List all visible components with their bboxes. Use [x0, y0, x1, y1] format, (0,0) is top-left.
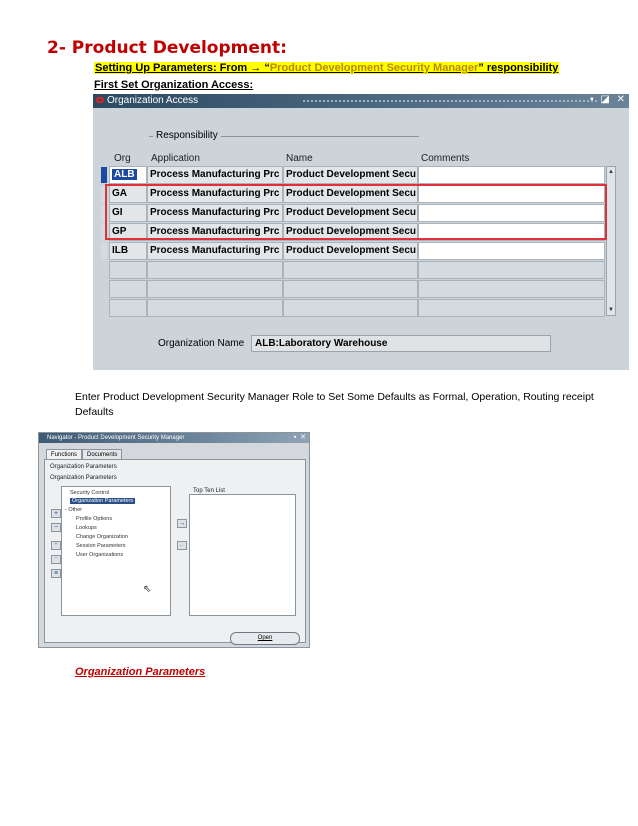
header-name: Name: [286, 153, 313, 164]
cell-empty[interactable]: [418, 299, 605, 317]
list-item[interactable]: - Other: [65, 507, 83, 513]
collapse-all-button[interactable]: ⁻: [51, 555, 61, 564]
caption: Organization Parameters: [75, 666, 206, 678]
setup-line: [94, 62, 559, 74]
header-application: Application: [151, 153, 200, 164]
cell-empty[interactable]: [109, 299, 147, 317]
window-title-bar: [93, 94, 629, 108]
cell-name[interactable]: Product Development Secu: [283, 185, 418, 203]
cell-empty[interactable]: [147, 299, 283, 317]
function-list[interactable]: [61, 486, 171, 616]
list-item[interactable]: Profile Options: [76, 516, 113, 522]
tab-documents[interactable]: Documents: [82, 449, 122, 460]
organization-name-label: Organization Name: [158, 338, 245, 349]
cell-comments[interactable]: [418, 242, 605, 260]
cell-comments[interactable]: [418, 166, 605, 184]
list-options-button[interactable]: ≡: [51, 569, 61, 578]
top-ten-list[interactable]: [189, 494, 296, 616]
expand-all-button[interactable]: ⁺: [51, 541, 61, 550]
list-item[interactable]: Organization Parameters: [72, 498, 134, 504]
first-set-heading: First Set Organization Access:: [94, 79, 254, 91]
instruction-text: Enter Product Development Security Manager Role to Set Some Defaults as Formal, Operation, Routing receipt Defaults: [75, 391, 594, 418]
cell-application[interactable]: Process Manufacturing Prc: [147, 166, 283, 184]
tab-functions[interactable]: Functions: [46, 449, 82, 460]
header-org: Org: [114, 153, 131, 164]
cell-application[interactable]: Process Manufacturing Prc: [147, 242, 283, 260]
navigator-title-bar: [39, 433, 309, 443]
cell-name[interactable]: Product Development Secu: [283, 242, 418, 260]
top-ten-label: Top Ten List: [193, 488, 225, 494]
cell-empty[interactable]: [109, 280, 147, 298]
setup-suffix: ” responsibility: [478, 62, 559, 74]
scroll-down-arrow-icon[interactable]: ▼: [608, 307, 614, 313]
add-to-list-arrow-icon[interactable]: →: [178, 520, 186, 527]
collapse-button[interactable]: −: [51, 523, 61, 532]
row-indicator[interactable]: [101, 167, 107, 183]
list-item[interactable]: Security Control: [70, 490, 110, 496]
open-button[interactable]: Open: [230, 632, 300, 645]
list-item[interactable]: Session Parameters: [76, 543, 126, 549]
highlight-box: [105, 184, 607, 240]
cell-name[interactable]: Product Development Secu: [283, 166, 418, 184]
scroll-up-arrow-icon[interactable]: ▲: [608, 169, 614, 175]
vertical-scrollbar[interactable]: [606, 166, 616, 316]
cell-org[interactable]: GA: [109, 185, 147, 203]
navigator-window-controls[interactable]: ▪ ✕: [293, 434, 307, 441]
cell-org[interactable]: GP: [109, 223, 147, 241]
oracle-icon: [96, 97, 104, 103]
cell-empty[interactable]: [283, 261, 418, 279]
doc-heading: 2- Product Development:: [47, 38, 287, 58]
cell-application[interactable]: Process Manufacturing Prc: [147, 223, 283, 241]
title-bar-dots: [303, 100, 597, 102]
cell-empty[interactable]: [147, 261, 283, 279]
expand-button[interactable]: +: [51, 509, 61, 518]
navigator-title: Navigator - Product Development Security Manager: [47, 435, 185, 441]
navigator-window: [38, 432, 310, 648]
row-indicator[interactable]: [101, 243, 107, 259]
list-item[interactable]: User Organizations: [76, 552, 124, 558]
cell-org[interactable]: ILB: [109, 242, 147, 260]
cell-name[interactable]: Product Development Secu: [283, 223, 418, 241]
setup-highlight: Product Development Security Manager: [269, 62, 479, 74]
breadcrumb-2: Organization Parameters: [50, 475, 117, 481]
cell-empty[interactable]: [418, 261, 605, 279]
window-controls[interactable]: ▪ ◪ ✕: [590, 94, 627, 105]
cell-org[interactable]: ALB: [109, 166, 147, 184]
cell-org[interactable]: GI: [109, 204, 147, 222]
cell-empty[interactable]: [109, 261, 147, 279]
list-item[interactable]: Change Organization: [76, 534, 128, 540]
cell-name[interactable]: Product Development Secu: [283, 204, 418, 222]
list-item[interactable]: Lookups: [76, 525, 97, 531]
remove-from-list-arrow-icon[interactable]: ←: [178, 542, 186, 549]
window-title: Organization Access: [107, 95, 199, 106]
organization-name-field[interactable]: ALB:Laboratory Warehouse: [251, 335, 551, 352]
cell-application[interactable]: Process Manufacturing Prc: [147, 204, 283, 222]
mouse-cursor-icon: ⇖: [143, 584, 152, 595]
cell-empty[interactable]: [283, 299, 418, 317]
cell-empty[interactable]: [147, 280, 283, 298]
responsibility-group-label: Responsibility: [153, 130, 221, 141]
cell-empty[interactable]: [418, 280, 605, 298]
setup-prefix: Setting Up Parameters: From → “: [95, 62, 270, 74]
cell-empty[interactable]: [283, 280, 418, 298]
cell-application[interactable]: Process Manufacturing Prc: [147, 185, 283, 203]
header-comments: Comments: [421, 153, 470, 164]
breadcrumb-1: Organization Parameters: [50, 464, 117, 470]
